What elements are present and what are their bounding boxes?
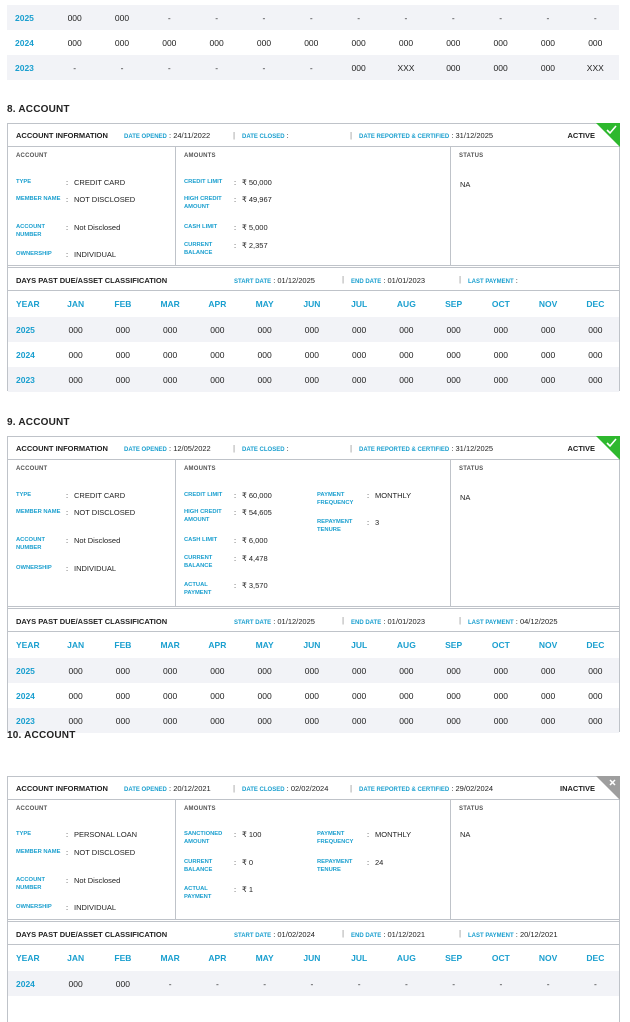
member-name-field: MEMBER NAME : NOT DISCLOSED <box>16 508 136 517</box>
divider: | <box>459 616 462 625</box>
end-date: END DATE : 01/01/2023 <box>351 617 426 626</box>
account-details <box>8 460 619 607</box>
credit-limit-field: CREDIT LIMIT : ₹ 50,000 <box>184 178 272 187</box>
account-number-field: ACCOUNT NUMBER : Not Disclosed <box>16 536 121 551</box>
divider: | <box>233 443 236 453</box>
current-balance-field: CURRENT BALANCE : ₹ 4,478 <box>184 554 268 569</box>
date-reported: DATE REPORTED & CERTIFIED : 31/12/2025 <box>359 130 494 140</box>
type-field: TYPE : PERSONAL LOAN <box>16 830 138 839</box>
account-card <box>7 776 620 1022</box>
start-date: START DATE : 01/02/2024 <box>234 930 315 939</box>
amounts-column: AMOUNTS SANCTIONED AMOUNT : ₹ 100 CURRENT BALANCE : ₹ 0 ACTUAL PAYMENT : ₹ 1 PAYMENT FREQUENCY : MONTHLY REPAYMENT TENURE : 24 <box>176 800 451 919</box>
account-card <box>7 123 620 391</box>
current-balance-field: CURRENT BALANCE : ₹ 2,357 <box>184 241 268 256</box>
close-icon <box>596 776 620 800</box>
date-closed: DATE CLOSED : <box>242 443 289 453</box>
account-column: ACCOUNT TYPE : PERSONAL LOAN MEMBER NAME : NOT DISCLOSED ACCOUNT NUMBER : Not Disclosed OWNERSHIP : INDIVIDUAL <box>8 800 176 919</box>
table-row: 2025 000 000 000 000 000 000 000 000 000 000 000 000 <box>8 658 619 683</box>
type-field: TYPE : CREDIT CARD <box>16 491 126 500</box>
cash-limit-field: CASH LIMIT : ₹ 5,000 <box>184 223 268 232</box>
table-header-row: YEAR JAN FEB MAR APR MAY JUN JUL AUG SEP OCT NOV DEC <box>16 299 605 309</box>
high-credit-field: HIGH CREDIT AMOUNT : ₹ 49,967 <box>184 195 272 210</box>
date-opened: DATE OPENED : 12/05/2022 <box>124 443 211 453</box>
last-payment: LAST PAYMENT : 04/12/2025 <box>468 617 558 626</box>
table-row: 2023 000 000 000 000 000 000 000 000 000 000 000 000 <box>8 708 619 733</box>
account-number-field: ACCOUNT NUMBER : Not Disclosed <box>16 223 121 238</box>
dpd-header: DAYS PAST DUE/ASSET CLASSIFICATION START DATE : 01/12/2025 | END DATE : 01/01/2023 | LAST PAYMENT : <box>8 267 619 291</box>
end-date: END DATE : 01/01/2023 <box>351 276 426 285</box>
dpd-header: DAYS PAST DUE/ASSET CLASSIFICATION START DATE : 01/12/2025 | END DATE : 01/01/2023 | LAST PAYMENT : 04/12/2025 <box>8 608 619 632</box>
dpd-table <box>8 632 619 733</box>
account-info-header <box>8 777 619 800</box>
account-info-header <box>8 437 619 460</box>
account-title: 10. ACCOUNT <box>7 730 76 741</box>
last-payment: LAST PAYMENT : <box>468 276 518 285</box>
check-icon <box>596 123 620 147</box>
actual-payment-field: ACTUAL PAYMENT : ₹ 3,570 <box>184 581 268 596</box>
check-icon <box>596 436 620 460</box>
divider: | <box>233 783 236 793</box>
actual-payment-field: ACTUAL PAYMENT : ₹ 1 <box>184 885 254 900</box>
prev-account-dpd-tail <box>0 5 619 80</box>
divider: | <box>342 616 345 625</box>
date-reported: DATE REPORTED & CERTIFIED : 31/12/2025 <box>359 443 494 453</box>
status-value: NA <box>460 830 471 839</box>
date-closed: DATE CLOSED : <box>242 130 289 140</box>
table-row: 2025 000 000 - - - - - - - - - - <box>7 5 619 30</box>
divider: | <box>459 275 462 284</box>
status-badge: INACTIVE <box>559 783 595 793</box>
account-number-field: ACCOUNT NUMBER : Not Disclosed <box>16 876 121 891</box>
divider: | <box>233 130 236 140</box>
high-credit-field: HIGH CREDIT AMOUNT : ₹ 54,605 <box>184 508 272 523</box>
date-closed: DATE CLOSED : 02/02/2024 <box>242 783 329 793</box>
table-row: 2025 000 000 000 000 000 000 000 000 000 000 000 000 <box>8 317 619 342</box>
account-title: 9. ACCOUNT <box>7 417 70 428</box>
account-column: ACCOUNT TYPE : CREDIT CARD MEMBER NAME : NOT DISCLOSED ACCOUNT NUMBER : Not Disclosed OWNERSHIP : INDIVIDUAL <box>8 147 176 265</box>
divider: | <box>459 929 462 938</box>
account-details <box>8 147 619 266</box>
account-info-title: ACCOUNT INFORMATION <box>16 443 108 453</box>
table-row: 2024 000 000 000 000 000 000 000 000 000 000 000 000 <box>16 690 603 701</box>
divider: | <box>342 929 345 938</box>
date-reported: DATE REPORTED & CERTIFIED : 29/02/2024 <box>359 783 494 793</box>
date-opened: DATE OPENED : 24/11/2022 <box>124 130 211 140</box>
credit-limit-field: CREDIT LIMIT : ₹ 60,000 <box>184 491 272 500</box>
table-row: 2023 - - - - - - 000 XXX 000 000 000 XXX <box>7 55 619 80</box>
account-column: ACCOUNT TYPE : CREDIT CARD MEMBER NAME : NOT DISCLOSED ACCOUNT NUMBER : Not Disclosed OWNERSHIP : INDIVIDUAL <box>8 460 176 606</box>
dpd-table <box>8 945 619 996</box>
end-date: END DATE : 01/12/2021 <box>351 930 426 939</box>
divider: | <box>350 443 353 453</box>
status-badge: ACTIVE <box>567 443 595 453</box>
sanctioned-amount-field: SANCTIONED AMOUNT : ₹ 100 <box>184 830 262 845</box>
status-column: STATUS NA <box>459 806 484 839</box>
repayment-tenure-field: REPAYMENT TENURE : 24 <box>317 858 384 873</box>
member-name-field: MEMBER NAME : NOT DISCLOSED <box>16 848 136 857</box>
last-payment: LAST PAYMENT : 20/12/2021 <box>468 930 558 939</box>
current-balance-field: CURRENT BALANCE : ₹ 0 <box>184 858 254 873</box>
dpd-header: DAYS PAST DUE/ASSET CLASSIFICATION START DATE : 01/02/2024 | END DATE : 01/12/2021 | LAST PAYMENT : 20/12/2021 <box>8 921 619 945</box>
status-value: NA <box>460 180 471 189</box>
account-info-title: ACCOUNT INFORMATION <box>16 783 108 793</box>
status-value: NA <box>460 493 471 502</box>
dpd-table <box>7 5 619 80</box>
status-badge: ACTIVE <box>567 130 595 140</box>
table-row: 2024 000 000 000 000 000 000 000 000 000 000 000 000 <box>16 349 603 360</box>
divider: | <box>350 783 353 793</box>
ownership-field: OWNERSHIP : INDIVIDUAL <box>16 564 117 573</box>
table-header-row: YEAR JAN FEB MAR APR MAY JUN JUL AUG SEP OCT NOV DEC <box>16 953 605 963</box>
member-name-field: MEMBER NAME : NOT DISCLOSED <box>16 195 136 204</box>
status-column: STATUS NA <box>459 153 484 189</box>
start-date: START DATE : 01/12/2025 <box>234 617 315 626</box>
repayment-tenure-field: REPAYMENT TENURE : 3 <box>317 518 380 533</box>
ownership-field: OWNERSHIP : INDIVIDUAL <box>16 903 117 912</box>
divider: | <box>350 130 353 140</box>
table-row: 2024 000 000 - - - - - - - - - - <box>8 971 619 996</box>
divider: | <box>342 275 345 284</box>
table-row: 2024 000 000 000 000 000 000 000 000 000 000 000 000 <box>15 37 603 48</box>
status-column: STATUS NA <box>459 466 484 502</box>
account-details <box>8 800 619 920</box>
cash-limit-field: CASH LIMIT : ₹ 6,000 <box>184 536 268 545</box>
account-title: 8. ACCOUNT <box>7 104 70 115</box>
account-card <box>7 436 620 732</box>
account-info-header <box>8 124 619 147</box>
ownership-field: OWNERSHIP : INDIVIDUAL <box>16 250 117 259</box>
dpd-table <box>8 291 619 392</box>
payment-frequency-field: PAYMENT FREQUENCY : MONTHLY <box>317 830 412 845</box>
table-header-row: YEAR JAN FEB MAR APR MAY JUN JUL AUG SEP OCT NOV DEC <box>16 640 605 650</box>
amounts-column: AMOUNTS CREDIT LIMIT : ₹ 60,000 HIGH CREDIT AMOUNT : ₹ 54,605 CASH LIMIT : ₹ 6,000 CURRENT BALANCE : ₹ 4,478 ACTUAL PAYMENT : ₹ 3,570 PAYMENT FREQUENCY : MONTHLY REPAYMENT TENURE : 3 <box>176 460 451 606</box>
start-date: START DATE : 01/12/2025 <box>234 276 315 285</box>
payment-frequency-field: PAYMENT FREQUENCY : MONTHLY <box>317 491 412 506</box>
date-opened: DATE OPENED : 20/12/2021 <box>124 783 211 793</box>
amounts-column: AMOUNTS CREDIT LIMIT : ₹ 50,000 HIGH CREDIT AMOUNT : ₹ 49,967 CASH LIMIT : ₹ 5,000 CURRENT BALANCE : ₹ 2,357 <box>176 147 451 265</box>
table-row: 2023 000 000 000 000 000 000 000 000 000 000 000 000 <box>8 367 619 392</box>
type-field: TYPE : CREDIT CARD <box>16 178 126 187</box>
account-info-title: ACCOUNT INFORMATION <box>16 130 108 140</box>
